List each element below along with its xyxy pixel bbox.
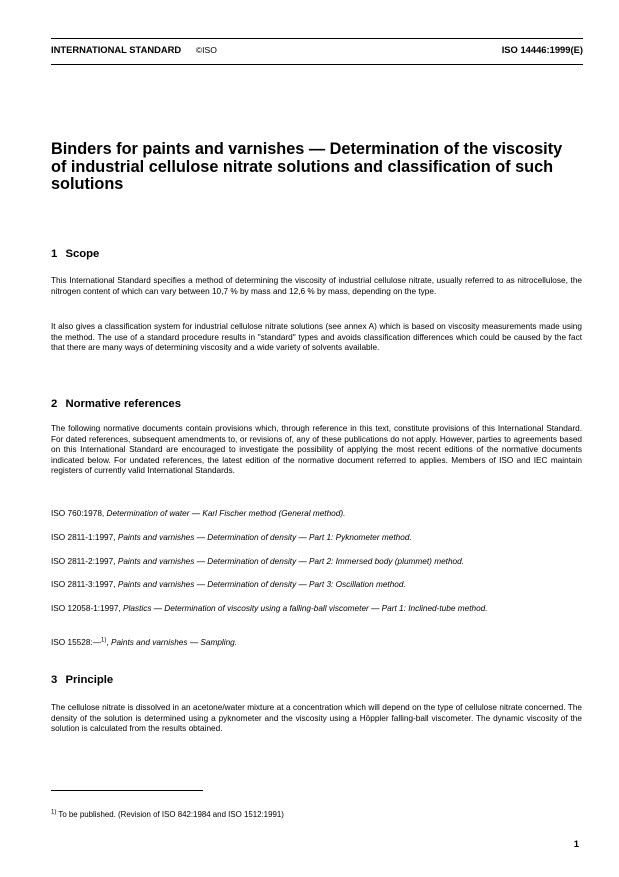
footnote-reference: 1) xyxy=(101,637,107,644)
section-heading-normative-references xyxy=(51,398,181,410)
scope-paragraph-1: This International Standard specifies a method of determining the viscosity of industrial cellulose nitrate, usually referred to as nitrocellulose, the nitrogen content of which can vary between 10,7 % by mass and 12,6 % by mass, depending on the type. xyxy=(51,276,582,296)
copyright-mark: ©ISO xyxy=(195,45,217,55)
reference-title: Determination of water — Karl Fischer method (General method). xyxy=(106,509,346,518)
reference-item xyxy=(51,533,582,544)
section-number: 2 xyxy=(51,398,58,410)
section-title: Principle xyxy=(65,674,114,686)
reference-code: ISO 2811-3:1997, xyxy=(51,580,118,589)
footnote xyxy=(51,810,284,819)
section-number: 3 xyxy=(51,674,58,686)
normative-paragraph: The following normative documents contain provisions which, through reference in this text, constitute provisions of this International Standard. For dated references, subsequent amendments to, or revisions of, any of these publications do not apply. However, parties to agreements based on this International Standard are encouraged to investigate the possibility of applying the most recent editions of the normative documents indicated below. For undated references, the latest edition of the normative document referred to applies. Members of ISO and IEC maintain registers of currently valid International Standards. xyxy=(51,424,582,476)
footnote-text: To be published. (Revision of ISO 842:1984 and ISO 1512:1991) xyxy=(56,810,284,819)
reference-item xyxy=(51,580,582,591)
standard-type: INTERNATIONAL STANDARD xyxy=(51,44,182,55)
page-header xyxy=(51,44,583,60)
principle-paragraph: The cellulose nitrate is dissolved in an acetone/water mixture at a concentration which will depend on the type of cellulose nitrate concerned. The density of the solution is determined using a pyknometer and the viscosity using a Höppler falling-ball viscometer. The dynamic viscosity of the solution is calculated from the results obtained. xyxy=(51,703,582,734)
reference-item xyxy=(51,638,582,649)
header-rule-top xyxy=(51,38,583,39)
document-number: ISO 14446:1999(E) xyxy=(501,44,583,55)
reference-title: Paints and varnishes — Determination of density — Part 1: Pyknometer method. xyxy=(117,533,412,542)
document-title: Binders for paints and varnishes — Determination of the viscosity of industrial cellulose nitrate solutions and classification of such solutions xyxy=(51,140,563,193)
reference-item xyxy=(51,557,582,568)
section-heading-principle xyxy=(51,674,113,686)
reference-code: ISO 12058-1:1997, xyxy=(51,604,124,613)
reference-code: ISO 2811-1:1997, xyxy=(51,533,118,542)
reference-title: Paints and varnishes — Determination of density — Part 3: Oscillation method. xyxy=(117,580,406,589)
section-heading-scope xyxy=(51,248,99,260)
reference-code: ISO 2811-2:1997, xyxy=(51,557,118,566)
section-title: Normative references xyxy=(65,398,181,410)
reference-code: ISO 760:1978, xyxy=(51,509,107,518)
reference-item xyxy=(51,509,582,520)
reference-item xyxy=(51,604,582,615)
page-number: 1 xyxy=(573,839,579,850)
scope-paragraph-2: It also gives a classification system for industrial cellulose nitrate solutions (see annex A) which is based on viscosity measurements made using the method. The use of a standard procedure results in "standard" types and avoids classification differences which could be caused by the fact that there are many ways of determining viscosity and a wide variety of solvents available. xyxy=(51,322,582,353)
reference-code: ISO 15528:— xyxy=(51,638,101,647)
reference-title: Paints and varnishes — Determination of density — Part 2: Immersed body (plummet) method. xyxy=(117,557,465,566)
header-rule-bottom xyxy=(51,64,583,65)
reference-code-separator: , xyxy=(106,638,111,647)
reference-title: Paints and varnishes — Sampling. xyxy=(110,638,238,647)
footnote-divider xyxy=(51,790,203,791)
reference-title: Plastics — Determination of viscosity using a falling-ball viscometer — Part 1: Inclined-tube method. xyxy=(123,604,488,613)
section-number: 1 xyxy=(51,248,58,260)
footnote-mark: 1) xyxy=(51,809,57,816)
section-title: Scope xyxy=(65,248,100,260)
